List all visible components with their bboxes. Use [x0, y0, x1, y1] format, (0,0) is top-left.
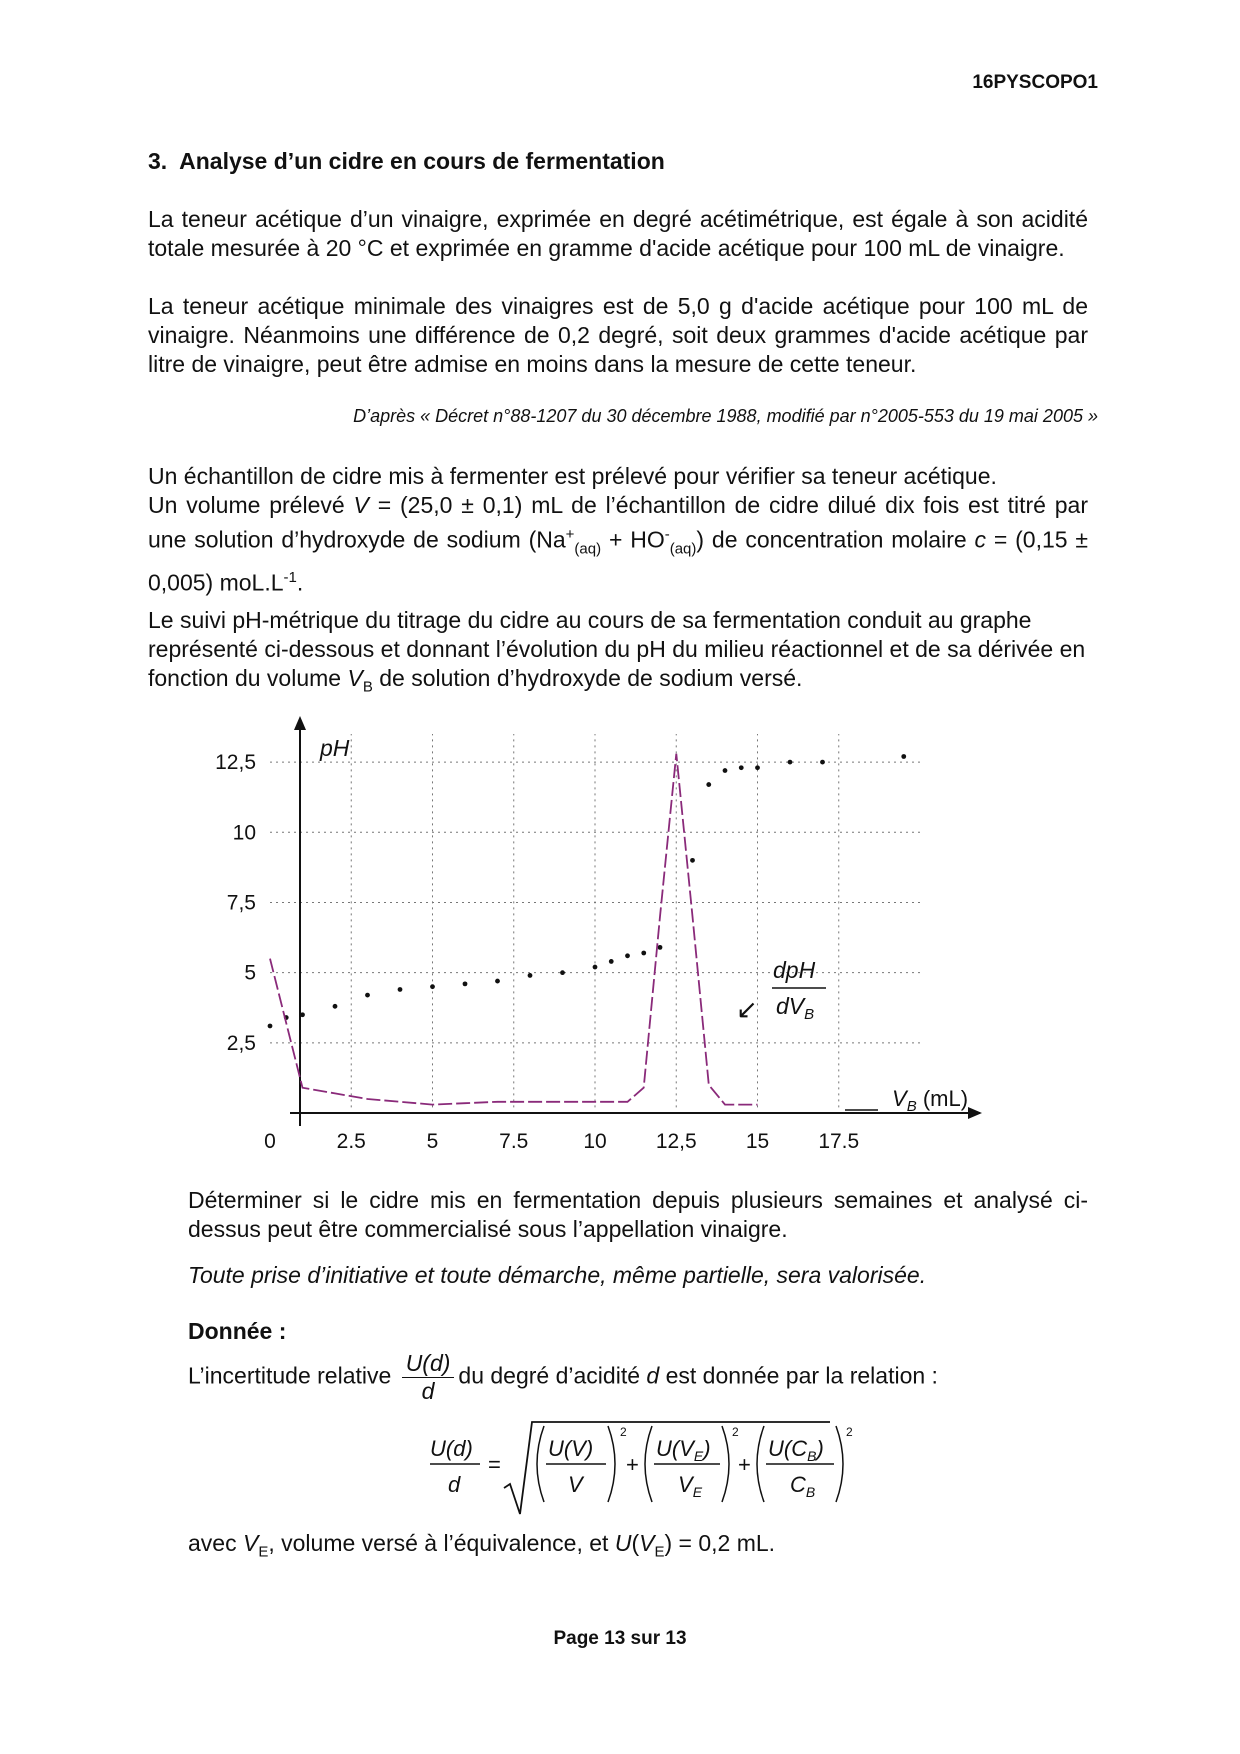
grid-lines — [270, 734, 920, 1107]
ph-point — [398, 987, 403, 992]
source-citation: D’après « Décret n°88-1207 du 30 décembre 1988, modifié par n°2005-553 du 19 mai 2005 » — [353, 406, 1098, 426]
ph-point — [609, 959, 614, 964]
x-tick-label: 0 — [264, 1130, 276, 1153]
paragraph-titration — [148, 606, 1088, 702]
x-tick-label: 5 — [426, 1130, 439, 1153]
data-heading: Donnée : — [188, 1318, 287, 1344]
p3-sup-m1: -1 — [283, 569, 297, 587]
x-axis-label — [892, 1086, 968, 1115]
eq-plus-2: + — [738, 1452, 751, 1477]
p3-sup-plus: + — [565, 526, 575, 543]
paren-close-1 — [608, 1426, 615, 1502]
eq-square-3: 2 — [846, 1425, 853, 1439]
ph-point — [463, 981, 468, 986]
y-tick-label: 10 — [232, 821, 256, 845]
last-text-e: ) = 0,2 mL. — [664, 1530, 776, 1556]
ph-point — [690, 858, 695, 863]
paren-open-3 — [757, 1426, 764, 1502]
last-var-v2: V — [639, 1530, 655, 1556]
ph-point — [706, 782, 711, 787]
y-tick-label: 12,5 — [215, 751, 256, 775]
eq-t2-num-sub: E — [693, 1448, 704, 1464]
eq-t2-num — [656, 1436, 711, 1464]
ph-point — [755, 765, 760, 770]
paragraph-sample — [148, 462, 1088, 598]
eq-lhs-den: d — [448, 1472, 461, 1497]
initiative-note: Toute prise d’initiative et toute démarche, même partielle, sera valorisée. — [188, 1262, 927, 1288]
rel-text-b: du degré d’acidité — [458, 1362, 640, 1389]
x-tick-label: 7.5 — [499, 1130, 529, 1153]
y-axis-label: pH — [320, 735, 350, 761]
p4-sub-b: B — [362, 678, 373, 696]
eq-equals: = — [488, 1452, 501, 1477]
eq-t2-den-sub: E — [692, 1484, 703, 1500]
last-text-b: , volume versé à l’équivalence, et — [268, 1530, 609, 1556]
x-tick-label: 2.5 — [336, 1130, 366, 1153]
p3-text-f: . — [296, 569, 304, 596]
eq-plus-1: + — [626, 1452, 639, 1477]
p3-var-v: V — [353, 492, 369, 518]
ph-point — [365, 993, 370, 998]
p3-sub-aq2: (aq) — [669, 540, 697, 558]
series — [268, 754, 907, 1105]
ph-point — [788, 760, 793, 765]
x-axis-label-unit: (mL) — [916, 1086, 969, 1111]
x-axis-arrow — [968, 1107, 982, 1119]
ph-point — [658, 945, 663, 950]
x-tick-label: 10 — [583, 1130, 607, 1153]
derivative-arrow: ↙ — [736, 994, 758, 1024]
eq-t2-den-var: V — [678, 1472, 693, 1497]
p4-var-v: V — [347, 665, 363, 691]
y-tick-label: 7,5 — [226, 891, 256, 915]
document-code: 16PYSCOPO1 — [972, 72, 1098, 93]
p3-text-e: = (0,15 ± 0,005) moL.L — [148, 526, 1089, 596]
eq-t3-den — [790, 1472, 815, 1500]
p4-text-a: Le suivi pH-métrique du titrage du cidre au cours de sa fermentation conduit au graphe représenté ci-dessous et donnant l’évolution du pH du milieu réactionnel et de sa dérivée en fonction du volume — [148, 607, 1086, 691]
tick-labels — [215, 751, 859, 1153]
last-sub-e: E — [258, 1543, 269, 1561]
paren-close-2 — [722, 1426, 729, 1502]
last-var-u: U — [614, 1530, 632, 1556]
paren-open-2 — [645, 1426, 652, 1502]
y-axis-arrow — [294, 716, 306, 730]
section-title-text: Analyse d’un cidre en cours de fermentation — [179, 148, 665, 174]
rel-fraction-num: U(d) — [402, 1350, 455, 1378]
p3-sup-minus: - — [664, 526, 670, 543]
p3-var-c: c — [974, 526, 987, 553]
ph-point — [593, 965, 598, 970]
equivalence-note — [188, 1530, 775, 1561]
last-var-v: V — [242, 1530, 259, 1556]
rel-text-a: L’incertitude relative — [188, 1362, 392, 1389]
rel-var-d: d — [646, 1362, 660, 1389]
eq-t3-den-sub: B — [805, 1484, 816, 1500]
p3-text-d: ) de concentration molaire — [696, 526, 967, 553]
eq-square-1: 2 — [620, 1425, 627, 1439]
x-axis-label-var: V — [892, 1086, 907, 1111]
last-paren: ( — [631, 1530, 640, 1556]
ph-point — [495, 979, 500, 984]
ph-point — [641, 951, 646, 956]
x-tick-label: 12,5 — [655, 1130, 697, 1153]
p4-text-b: de solution d’hydroxyde de sodium versé. — [372, 665, 803, 691]
paragraph-definition: La teneur acétique d’un vinaigre, exprimée en degré acétimétrique, est égale à son acidité totale mesurée à 20 °C et exprimée en gramme d'acide acétique pour 100 mL de vinaigre. — [148, 206, 1088, 261]
eq-t3-num-sub: B — [807, 1448, 817, 1464]
eq-lhs-num: U(d) — [430, 1436, 473, 1461]
ph-point — [820, 760, 825, 765]
section-title — [148, 148, 665, 175]
eq-square-2: 2 — [732, 1425, 739, 1439]
eq-t3-den-var: C — [790, 1472, 806, 1497]
question-text: Déterminer si le cidre mis en fermentation depuis plusieurs semaines et analysé ci-dessus peut être commercialisé sous l’appellation vinaigre. — [188, 1187, 1088, 1242]
eq-t2-num-a: U(V — [656, 1436, 694, 1461]
ph-point — [625, 953, 630, 958]
x-tick-label: 15 — [745, 1130, 770, 1153]
eq-t3-num-b: ) — [816, 1436, 824, 1461]
p3-sub-aq1: (aq) — [574, 540, 602, 558]
section-number: 3. — [148, 148, 168, 174]
p3-text-b: = (25,0 ± 0,1) mL de l’échantillon de cidre dilué dix fois est titré par une solution d’hydroxyde de sodium (Na — [148, 492, 1089, 553]
paren-open-1 — [537, 1426, 544, 1502]
uncertainty-equation — [430, 1420, 860, 1520]
rel-fraction — [402, 1350, 455, 1405]
axes — [290, 716, 982, 1126]
y-tick-label: 5 — [244, 961, 256, 985]
ph-point — [528, 973, 533, 978]
ph-point — [430, 984, 435, 989]
last-sub-e2: E — [654, 1543, 665, 1561]
derivative-label-den — [776, 993, 814, 1023]
p3-text-a: Un volume prélevé — [148, 492, 345, 518]
ph-point — [739, 765, 744, 770]
ph-point — [268, 1024, 273, 1029]
eq-t3-num-a: U(C — [768, 1436, 808, 1461]
p3-text-c: + HO — [601, 526, 665, 553]
ph-point — [560, 970, 565, 975]
x-tick-label: 17.5 — [818, 1130, 860, 1153]
eq-t1-num: U(V) — [548, 1436, 594, 1461]
eq-t3-num — [768, 1436, 824, 1464]
ph-point — [723, 768, 728, 773]
paren-close-3 — [836, 1426, 843, 1502]
derivative-label-num: dpH — [773, 957, 816, 983]
rel-fraction-den: d — [421, 1378, 435, 1404]
y-tick-label: 2,5 — [226, 1031, 256, 1055]
eq-t2-num-b: ) — [703, 1436, 711, 1461]
ph-point — [300, 1012, 305, 1017]
p3-line1: Un échantillon de cidre mis à fermenter est prélevé pour vérifier sa teneur acétique. — [148, 463, 997, 489]
page-footer: Page 13 sur 13 — [553, 1628, 687, 1649]
x-axis-label-sub: B — [906, 1098, 917, 1115]
derivative-label-den-var: dV — [776, 993, 805, 1019]
rel-text-c: est donnée par la relation : — [659, 1362, 938, 1389]
ph-point — [333, 1004, 338, 1009]
last-text-a: avec — [188, 1530, 237, 1556]
derivative-label-den-sub: B — [804, 1006, 815, 1023]
eq-t1-den: V — [568, 1472, 583, 1497]
paragraph-minimum-content: La teneur acétique minimale des vinaigres est de 5,0 g d'acide acétique pour 100 mL de vinaigre. Néanmoins une différence de 0,2 degré, soit deux grammes d'acide acétique par litre de vinaigre, peut être admise en moins dans la mesure de cette teneur. — [148, 293, 1088, 377]
ph-point — [901, 754, 906, 759]
eq-t2-den — [678, 1472, 703, 1500]
titration-chart — [215, 708, 980, 1168]
relative-uncertainty-line — [188, 1350, 938, 1405]
